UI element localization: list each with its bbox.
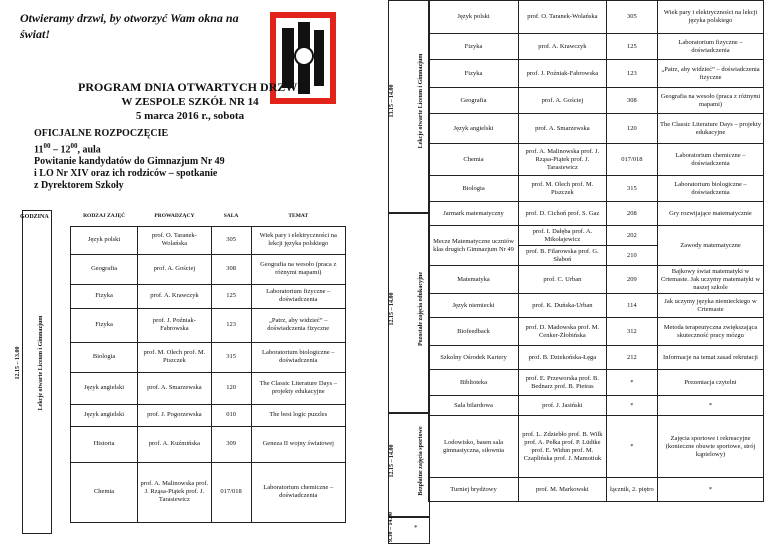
table-cell: Matematyka <box>429 266 519 294</box>
table-cell: * <box>658 478 764 502</box>
table-cell: prof. A. Gościej <box>519 88 607 114</box>
right-section-4-label <box>388 516 430 544</box>
table-cell: 315 <box>211 342 251 372</box>
table-cell: prof. D. Cichoń prof. S. Gaz <box>519 202 607 226</box>
table-row <box>429 88 764 114</box>
table-cell: prof. M. Markowski <box>519 478 607 502</box>
table-cell: 123 <box>606 60 657 88</box>
official-line-4: z Dyrektorem Szkoły <box>34 180 124 192</box>
table-cell: * <box>606 416 657 478</box>
header-teacher: PROWADZĄCY <box>138 206 211 226</box>
table-cell: 309 <box>211 426 251 462</box>
table-cell: Biofeedback <box>429 318 519 346</box>
table-cell: Język polski <box>429 1 519 34</box>
table-cell: prof. L. Zdziebło prof. B. Wilk prof. A. Pełka prof. P. Lüdtke prof. E. Widun prof. M. Czaplińska prof. J. Mamotiuk <box>519 416 607 478</box>
table-row <box>71 426 346 462</box>
table-cell: 208 <box>606 202 657 226</box>
table-cell: , aula <box>77 144 101 156</box>
right-star: * <box>414 524 418 532</box>
table-cell: Geneza II wojny światowej <box>251 426 345 462</box>
table-row <box>429 34 764 60</box>
table-cell: Zajęcia sportowe i rekreacyjne (konieczne obuwie sportowe, strój kąpielowy) <box>658 416 764 478</box>
header-type: RODZAJ ZAJĘĆ <box>71 206 138 226</box>
table-cell: Laboratorium fizyczne – doświadczenia <box>251 284 345 308</box>
table-cell: Język angielski <box>71 404 138 426</box>
left-time-label: 12.15 – 13.00 <box>15 346 21 380</box>
table-cell: prof. C. Urban <box>519 266 607 294</box>
table-cell: Język angielski <box>429 114 519 144</box>
left-header-hour: GODZINA <box>20 214 49 220</box>
table-cell: Turniej brydżowy <box>429 478 519 502</box>
official-heading: OFICJALNE ROZPOCZĘCIE <box>34 128 169 139</box>
table-cell: Fizyka <box>429 34 519 60</box>
table-row <box>71 462 346 522</box>
table-cell: Laboratorium chemiczne – doświadczenia <box>251 462 345 522</box>
table-cell: Mecze Matematyczne uczniów klas drugich Gimnazjum Nr 49 <box>429 226 519 266</box>
table-cell: prof. B. Filarowska prof. G. Słaboń <box>519 246 607 266</box>
table-cell: Chemia <box>429 144 519 176</box>
table-row <box>429 294 764 318</box>
table-cell: 017/018 <box>211 462 251 522</box>
table-row <box>429 396 764 416</box>
table-cell: Laboratorium biologiczne – doświadczenia <box>658 176 764 202</box>
table-row <box>71 372 346 404</box>
table-cell: Laboratorium chemiczne – doświadczenia <box>658 144 764 176</box>
table-cell: The Classic Literature Days – projekty edukacyjne <box>251 372 345 404</box>
table-cell: prof. K. Duńska-Urban <box>519 294 607 318</box>
table-cell: Wiek pary i elektryczności na lekcji języka polskiego <box>251 226 345 254</box>
table-cell: 305 <box>211 226 251 254</box>
left-schedule-table <box>70 206 346 523</box>
table-cell: prof. A. Krawczyk <box>519 34 607 60</box>
table-cell: * <box>606 370 657 396</box>
table-cell: * <box>658 396 764 416</box>
table-cell: prof. O. Taranek-Wolańska <box>138 226 211 254</box>
right-time-4: 9.30 – 14.00 <box>388 512 394 542</box>
table-cell: 315 <box>606 176 657 202</box>
table-cell: 00 <box>43 142 51 150</box>
table-row <box>429 114 764 144</box>
table-cell: 123 <box>211 308 251 342</box>
official-opening <box>34 128 364 192</box>
table-cell: Chemia <box>71 462 138 522</box>
table-row <box>71 226 346 254</box>
table-cell: The Classic Literature Days – projekty edukacyjne <box>658 114 764 144</box>
table-cell: prof. J. Poźniak-Fabrowska <box>138 308 211 342</box>
table-cell: Biologia <box>429 176 519 202</box>
header-room: SALA <box>211 206 251 226</box>
table-cell: Jarmark matematyczny <box>429 202 519 226</box>
table-cell: Gry rozwijające matematycznie <box>658 202 764 226</box>
table-row <box>429 346 764 370</box>
table-cell: Sala bilardowa <box>429 396 519 416</box>
table-cell: Język niemiecki <box>429 294 519 318</box>
table-cell: prof. O. Taranek-Wolańska <box>519 1 607 34</box>
table-row <box>429 202 764 226</box>
table-cell: 308 <box>606 88 657 114</box>
table-cell: prof. A. Smarzewska <box>519 114 607 144</box>
table-cell: prof. A. Krawczyk <box>138 284 211 308</box>
table-cell: Historia <box>71 426 138 462</box>
table-cell: Fizyka <box>71 284 138 308</box>
right-group-1: Lekcje otwarte Liceum i Gimnazjum <box>418 53 424 149</box>
table-cell: prof. E. Przeworska prof. B. Bednarz prof. B. Pietras <box>519 370 607 396</box>
table-cell: 209 <box>606 266 657 294</box>
table-cell: prof. A. Malinowska prof. J. Rząsa-Piątek prof. J. Tarasiewicz <box>138 462 211 522</box>
table-cell: łącznik, 2. piętro <box>606 478 657 502</box>
table-cell: prof. J. Pogorzewska <box>138 404 211 426</box>
table-cell: 125 <box>606 34 657 60</box>
right-time-1: 13.15 – 14.00 <box>389 84 395 118</box>
table-cell: 308 <box>211 254 251 284</box>
table-cell: 120 <box>606 114 657 144</box>
table-cell: * <box>606 396 657 416</box>
table-cell: prof. J. Jasiński <box>519 396 607 416</box>
table-cell: Geografia <box>429 88 519 114</box>
program-title: PROGRAM DNIA OTWARTYCH DRZWI <box>78 80 302 94</box>
left-group-label: Lekcje otwarte Liceum i Gimnazjum <box>38 315 44 411</box>
table-cell: „Patrz, aby widzieć” – doświadczenia fizyczne <box>251 308 345 342</box>
right-page <box>384 0 768 543</box>
table-cell: Jak uczymy języka niemieckiego w Crtemaste <box>658 294 764 318</box>
table-cell: Fizyka <box>429 60 519 88</box>
table-cell: 202 <box>606 226 657 246</box>
right-schedule-table <box>428 0 764 502</box>
official-time: $11^{00} - 12^{00}$, aula <box>34 142 101 156</box>
right-time-3: 12.15 – 14.00 <box>389 444 395 478</box>
table-cell: „Patrz, aby widzieć” – doświadczenia fizyczne <box>658 60 764 88</box>
table-row <box>71 308 346 342</box>
table-row <box>429 60 764 88</box>
table-cell: Szkolny Ośrodek Kariery <box>429 346 519 370</box>
table-cell: Język polski <box>71 226 138 254</box>
table-cell: prof. A. Smarzewska <box>138 372 211 404</box>
table-cell: prof. M. Olech prof. M. Piszczek <box>138 342 211 372</box>
table-cell: prof. D. Madowska prof. M. Cenker-Żłobińska <box>519 318 607 346</box>
table-cell: prof. A. Malinowska prof. J. Rząsa-Piątek prof. J. Tarasiewicz <box>519 144 607 176</box>
table-row <box>71 404 346 426</box>
table-cell: 312 <box>606 318 657 346</box>
table-cell: Język angielski <box>71 372 138 404</box>
official-line-2: Powitanie kandydatów do Gimnazjum Nr 49 <box>34 156 225 168</box>
table-cell: Lodowisko, basen sala gimnastyczna, siłownia <box>429 416 519 478</box>
table-cell: Geografia na wesoło (praca z różnymi mapami) <box>658 88 764 114</box>
table-cell: Biblioteka <box>429 370 519 396</box>
table-row <box>429 266 764 294</box>
table-cell: Geografia na wesoło (praca z różnymi mapami) <box>251 254 345 284</box>
table-row <box>429 176 764 202</box>
table-cell: Informacje na temat zasad rekrutacji <box>658 346 764 370</box>
table-cell: Wiek pary i elektryczności na lekcji języka polskiego <box>658 1 764 34</box>
table-cell: 120 <box>211 372 251 404</box>
table-cell: Laboratorium fizyczne – doświadczenia <box>658 34 764 60</box>
left-table-header <box>71 206 346 226</box>
table-cell: Bajkowy świat matematyki w Crtemaste. Jak uczymy matematyki w naszej szkole <box>658 266 764 294</box>
table-cell: 114 <box>606 294 657 318</box>
motto: Otwieramy drzwi, by otworzyć Wam okna na świat! <box>20 11 239 41</box>
table-cell: 305 <box>606 1 657 34</box>
table-row <box>71 284 346 308</box>
table-cell: prof. A. Kuźmińska <box>138 426 211 462</box>
table-row <box>429 1 764 34</box>
header-topic: TEMAT <box>251 206 345 226</box>
left-page <box>0 0 384 543</box>
official-line-3: i LO Nr XIV oraz ich rodziców – spotkanie <box>34 168 218 180</box>
table-cell: 017/018 <box>606 144 657 176</box>
right-group-2: Pozostałe zajęcia edukacyjne <box>418 272 424 346</box>
event-date: 5 marca 2016 r., sobota <box>135 110 245 122</box>
table-cell: 125 <box>211 284 251 308</box>
table-cell: Laboratorium biologiczne – doświadczenia <box>251 342 345 372</box>
table-row <box>429 370 764 396</box>
table-cell: Geografia <box>71 254 138 284</box>
table-cell: Metoda terapeutyczna zwiększająca skuteczność pracy mózgu <box>658 318 764 346</box>
right-time-2: 12.15 – 14.00 <box>389 292 395 326</box>
table-cell: prof. M. Olech prof. M. Piszczek <box>519 176 607 202</box>
table-cell: Biologia <box>71 342 138 372</box>
table-cell: Fizyka <box>71 308 138 342</box>
table-cell: prof. A. Gościej <box>138 254 211 284</box>
table-cell: prof. J. Poźniak-Fabrowska <box>519 60 607 88</box>
table-row <box>429 318 764 346</box>
table-row <box>71 342 346 372</box>
table-cell: 00 <box>70 142 78 150</box>
table-row <box>429 416 764 478</box>
school-name: W ZESPOLE SZKÓŁ NR 14 <box>121 96 259 108</box>
table-cell: 212 <box>606 346 657 370</box>
right-group-3: Bezpłatne zajęcia sportowe <box>418 426 424 496</box>
table-cell: prof. I. Dałęba prof. A. Mikołajewicz <box>519 226 607 246</box>
table-cell: 210 <box>606 246 657 266</box>
table-cell: Zawody matematyczne <box>658 226 764 266</box>
table-row <box>429 478 764 502</box>
table-cell: Prezentacja czytelni <box>658 370 764 396</box>
table-cell: 12 <box>60 144 71 156</box>
table-row <box>429 226 764 246</box>
table-row <box>429 144 764 176</box>
left-time-cell <box>22 210 52 534</box>
table-cell: 11 <box>34 144 44 156</box>
table-cell: prof. B. Dziekońska-Łęga <box>519 346 607 370</box>
table-cell: The best logic puzzles <box>251 404 345 426</box>
table-cell: 010 <box>211 404 251 426</box>
table-row <box>71 254 346 284</box>
